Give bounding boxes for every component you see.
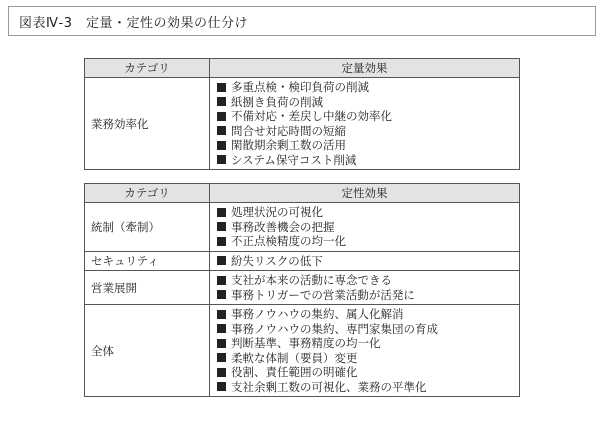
list-item — [217, 351, 519, 366]
quantitative-effects-table — [84, 58, 520, 170]
effect-text: 事務ノウハウの集約、専門家集団の育成 — [231, 321, 438, 336]
effect-text: システム保守コスト削減 — [231, 152, 357, 167]
table-row — [85, 271, 520, 305]
square-bullet-icon — [217, 339, 226, 348]
effect-header: 定量効果 — [210, 59, 520, 78]
square-bullet-icon — [217, 382, 226, 391]
effect-text: 紙捌き負荷の削減 — [231, 94, 323, 109]
figure-title: 図表Ⅳ-3 定量・定性の効果の仕分け — [8, 6, 596, 36]
list-item — [217, 138, 519, 153]
effect-text: 事務トリガーでの営業活動が活発に — [231, 287, 415, 302]
effect-text: 閑散期余剰工数の活用 — [231, 138, 346, 152]
square-bullet-icon — [217, 126, 226, 135]
category-cell: 営業展開 — [85, 271, 210, 305]
effect-text: 柔軟な体制（要員）変更 — [231, 350, 358, 365]
category-header: カテゴリ — [85, 59, 210, 78]
square-bullet-icon — [217, 368, 226, 377]
effect-text: 事務改善機会の把握 — [231, 219, 335, 234]
effects-cell — [210, 78, 520, 170]
effect-text: 多重点検・検印負荷の削減 — [231, 80, 369, 94]
list-item — [217, 322, 519, 337]
effects-cell — [210, 271, 520, 305]
list-item — [217, 254, 519, 269]
effect-header: 定性効果 — [210, 184, 520, 203]
table-header-row — [85, 184, 520, 203]
effect-text: 問合せ対応時間の短縮 — [231, 123, 346, 138]
list-item — [217, 124, 519, 139]
list-item — [217, 153, 519, 168]
square-bullet-icon — [217, 276, 226, 285]
effect-text: 紛失リスクの低下 — [231, 253, 323, 268]
table-row — [85, 78, 520, 170]
square-bullet-icon — [217, 155, 226, 164]
table-row — [85, 203, 520, 252]
square-bullet-icon — [217, 237, 226, 246]
list-item — [217, 95, 519, 110]
effect-text: 不正点検精度の均一化 — [231, 234, 346, 248]
effect-text: 判断基準、事務精度の均一化 — [231, 336, 381, 350]
category-header: カテゴリ — [85, 184, 210, 203]
table-header-row — [85, 59, 520, 78]
square-bullet-icon — [217, 324, 226, 333]
square-bullet-icon — [217, 141, 226, 150]
effect-text: 支社余剰工数の可視化、業務の平準化 — [231, 379, 427, 394]
square-bullet-icon — [217, 112, 226, 121]
category-cell: 全体 — [85, 305, 210, 397]
list-item — [217, 109, 519, 124]
square-bullet-icon — [217, 208, 226, 217]
square-bullet-icon — [217, 353, 226, 362]
effect-text: 事務ノウハウの集約、属人化解消 — [231, 307, 404, 321]
effects-cell — [210, 251, 520, 271]
list-item — [217, 336, 519, 351]
effects-cell — [210, 305, 520, 397]
effect-text: 処理状況の可視化 — [231, 205, 323, 219]
square-bullet-icon — [217, 290, 226, 299]
effects-list — [217, 205, 519, 249]
category-cell: 業務効率化 — [85, 78, 210, 170]
category-cell: セキュリティ — [85, 251, 210, 271]
list-item — [217, 365, 519, 380]
effect-text: 支社が本来の活動に専念できる — [231, 273, 392, 287]
list-item — [217, 205, 519, 220]
list-item — [217, 307, 519, 322]
effects-list — [217, 307, 519, 394]
effects-cell — [210, 203, 520, 252]
table-row — [85, 251, 520, 271]
effects-list — [217, 80, 519, 167]
square-bullet-icon — [217, 97, 226, 106]
list-item — [217, 234, 519, 249]
square-bullet-icon — [217, 222, 226, 231]
effect-text: 役割、責任範囲の明確化 — [231, 365, 358, 379]
effect-text: 不備対応・差戻し中継の効率化 — [231, 109, 392, 123]
list-item — [217, 288, 519, 303]
square-bullet-icon — [217, 256, 226, 265]
list-item — [217, 380, 519, 395]
list-item — [217, 273, 519, 288]
square-bullet-icon — [217, 310, 226, 319]
list-item — [217, 80, 519, 95]
effects-list — [217, 273, 519, 302]
effects-list — [217, 254, 519, 269]
list-item — [217, 220, 519, 235]
square-bullet-icon — [217, 83, 226, 92]
table-row — [85, 305, 520, 397]
category-cell: 統制（牽制） — [85, 203, 210, 252]
qualitative-effects-table — [84, 183, 520, 397]
